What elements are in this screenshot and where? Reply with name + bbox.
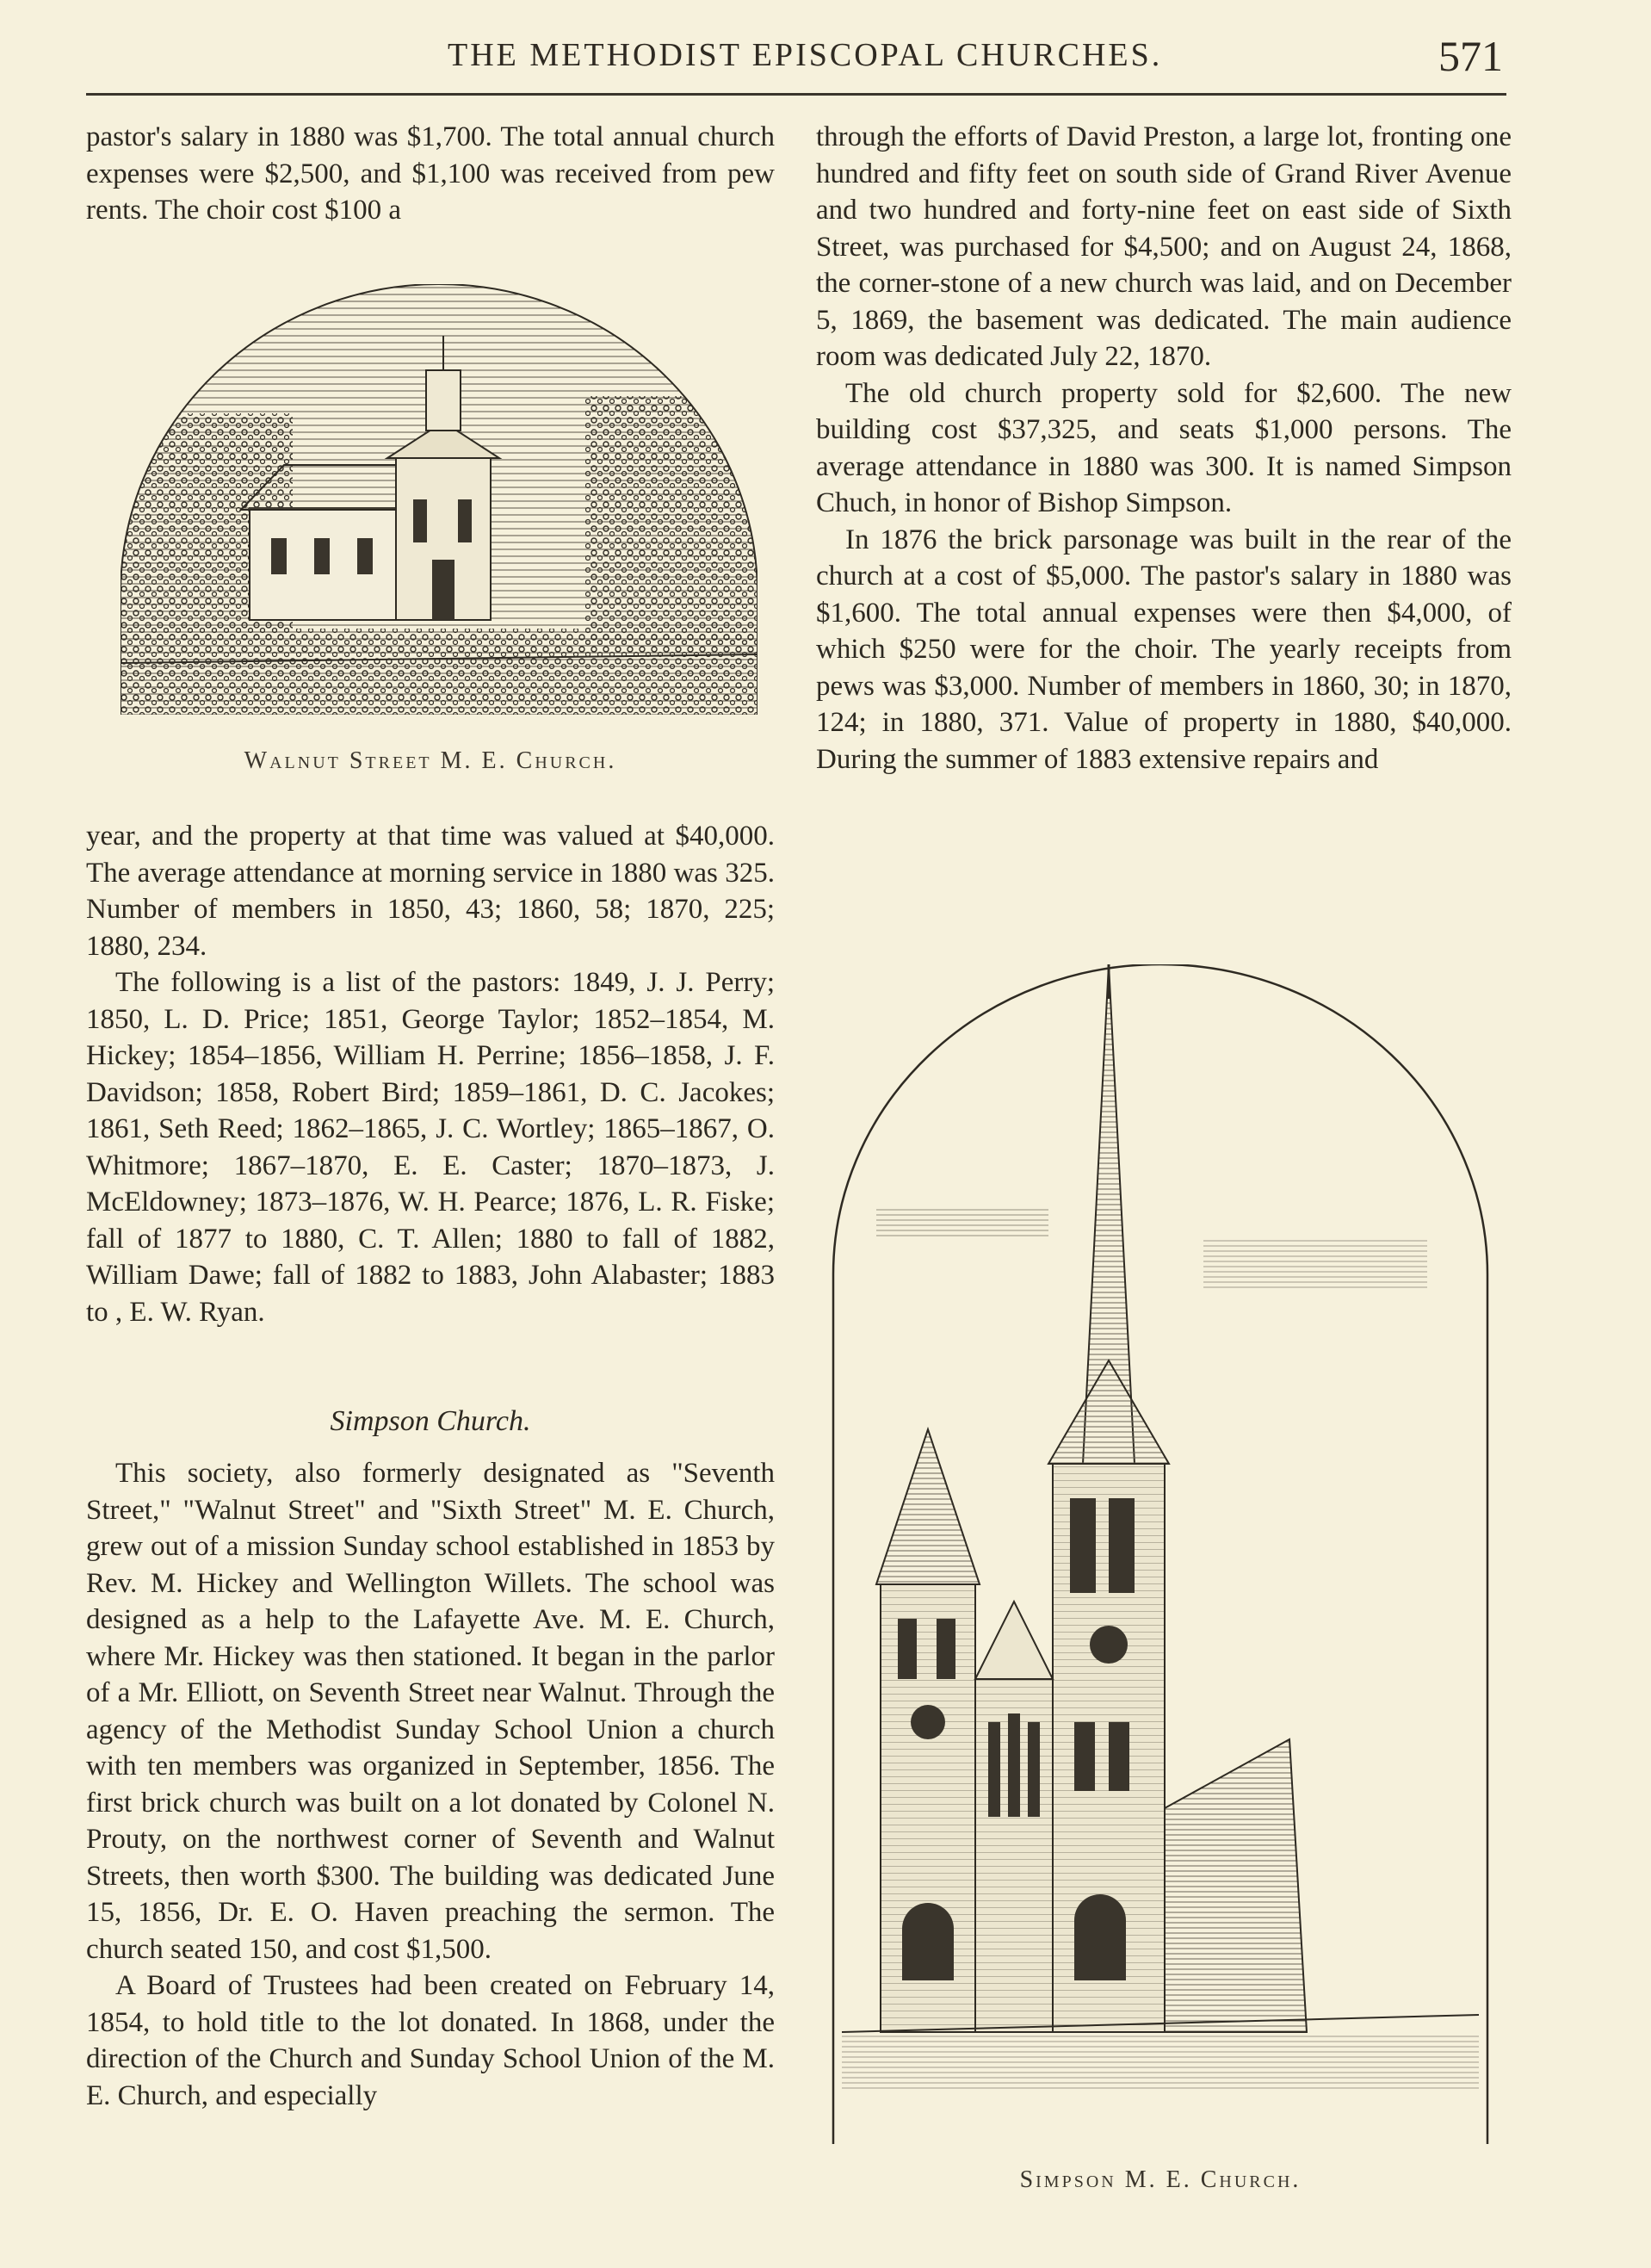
paragraph-property: year, and the property at that time was valued at $40,000. The average attendance at morning service in 1880 was 325. Number of members in 1850, 43; 1860, 58; 1870, 225; 1880, 234. bbox=[86, 821, 775, 962]
right-top-text bbox=[816, 119, 1512, 778]
paragraph-salary: pastor's salary in 1880 was $1,700. The total annual church expenses were $2,500, and $1,100 was received from pew rents. The choir cost $100 a bbox=[86, 121, 775, 226]
caption-walnut-street: Walnut Street M. E. Church. bbox=[244, 747, 617, 774]
caption-simpson: Simpson M. E. Church. bbox=[1019, 2166, 1302, 2193]
running-title: THE METHODIST EPISCOPAL CHURCHES. bbox=[448, 37, 1163, 73]
left-top-text bbox=[86, 119, 775, 229]
page-number: 571 bbox=[1438, 32, 1503, 80]
walnut-street-church-engraving bbox=[121, 284, 757, 715]
left-middle-text bbox=[86, 818, 775, 1330]
paragraph-parsonage: In 1876 the brick parsonage was built in the rear of the church at a cost of $5,000. The pastor's salary in 1880 was $1,600. The total annual expenses were then $4,000, of which $250 were for the choir. The yearly receipts from pews was $3,000. Number of members in 1860, 30; in 1870, 124; in 1880, 371. Value of property in 1880, $40,000. During the summer of 1883 extensive repairs and bbox=[816, 524, 1512, 775]
paragraph-pastors: The following is a list of the pastors: 1849, J. J. Perry; 1850, L. D. Price; 1851, George Taylor; 1852–1854, M. Hickey; 1854–1856, William H. Perrine; 1856–1858, J. F. Davidson; 1858, Robert Bird; 1859–1861, D. C. Jacokes; 1861, Seth Reed; 1862–1865, J. C. Wortley; 1865–1867, O. Whitmore; 1867–1870, E. E. Caster; 1870–1873, J. McEldowney; 1873–1876, W. H. Pearce; 1876, L. R. Fiske; fall of 1877 to 1880, C. T. Allen; 1880 to fall of 1882, William Dawe; fall of 1882 to 1883, John Alabaster; 1883 to , E. W. Ryan. bbox=[86, 967, 775, 1328]
paragraph-old-property: The old church property sold for $2,600. The new building cost $37,325, and seats $1,000 persons. The average attendance in 1880 was 300. It is named Simpson Chuch, in honor of Bishop Simpson. bbox=[816, 377, 1512, 518]
paragraph-efforts: through the efforts of David Preston, a large lot, fronting one hundred and fifty feet on south side of Grand River Avenue and two hundred and forty-nine feet on east side of Sixth Street, was purchased for $4,500; and on August 24, 1868, the corner-stone of a new church was laid, and on December 5, 1869, the basement was dedicated. The main audience room was dedicated July 22, 1870. bbox=[816, 121, 1512, 372]
left-bottom-text bbox=[86, 1455, 775, 2114]
running-header bbox=[86, 33, 1506, 96]
simpson-church-engraving bbox=[825, 964, 1496, 2144]
paragraph-society: This society, also formerly designated as "Seventh Street," "Walnut Street" and "Sixth Street" M. E. Church, grew out of a mission Sunday school established in 1853 by Rev. M. Hickey and Wellington Willets. The school was designed as a help to the Lafayette Ave. M. E. Church, where Mr. Hickey was then stationed. It began in the parlor of a Mr. Elliott, on Seventh Street near Walnut. Through the agency of the Methodist Sunday School Union a church with ten members was organized in September, 1856. The first brick church was built on a lot donated by Colonel N. Prouty, on the northwest corner of Seventh and Walnut Streets, then worth $300. The building was dedicated June 15, 1856, Dr. E. O. Haven preaching the sermon. The church seated 150, and cost $1,500. bbox=[86, 1458, 775, 1965]
section-heading-simpson: Simpson Church. bbox=[330, 1405, 531, 1437]
paragraph-board: A Board of Trustees had been created on February 14, 1854, to hold title to the lot donated. In 1868, under the direction of the Church and Sunday School Union of the M. E. Church, and especially bbox=[86, 1970, 775, 2111]
